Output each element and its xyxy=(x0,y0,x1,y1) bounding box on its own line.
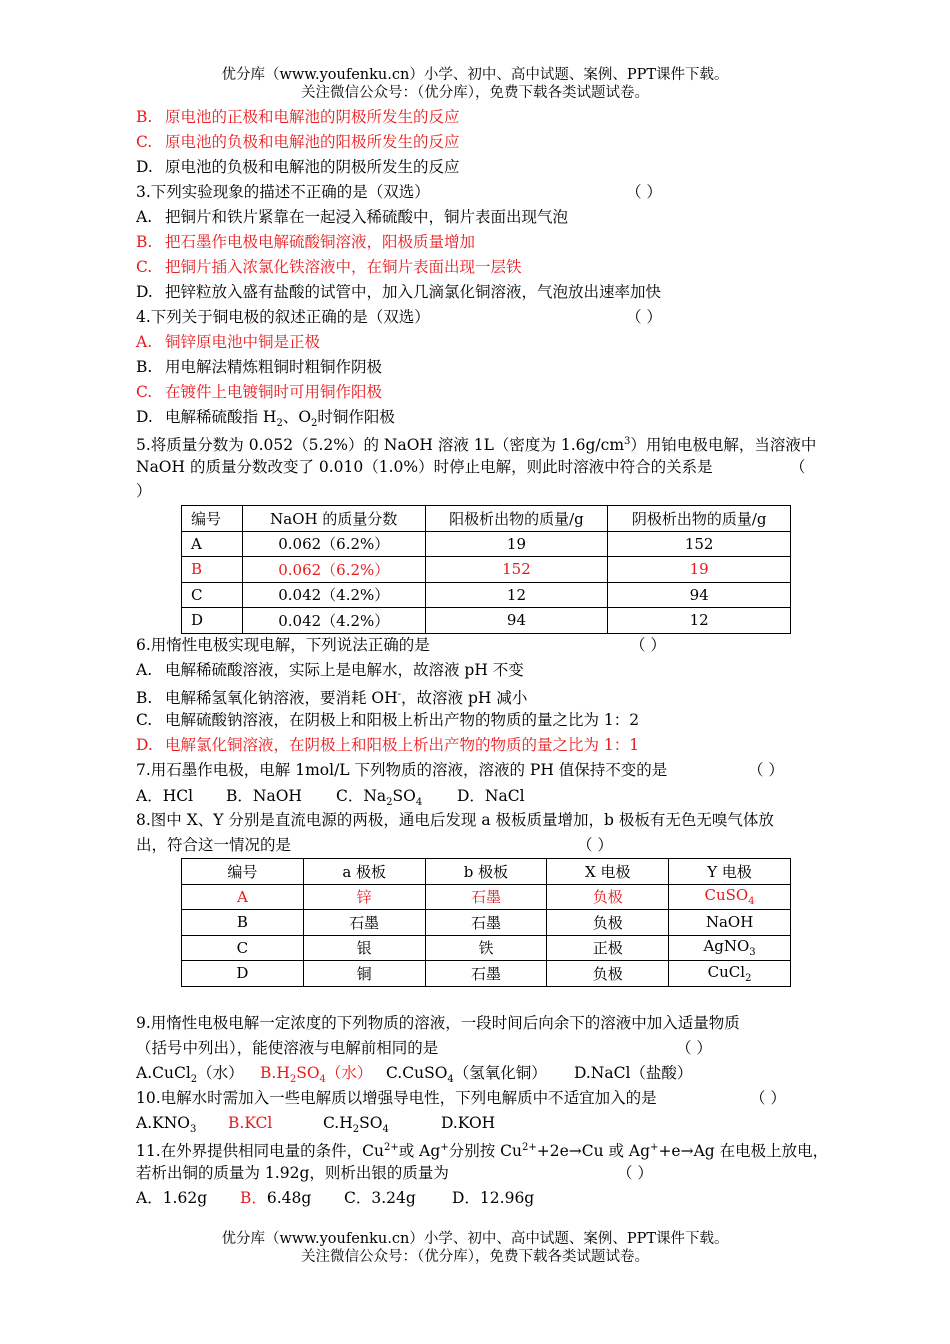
q10-option-d: D.KOH xyxy=(441,1114,496,1132)
table-row xyxy=(182,884,791,910)
q7-stem: 7.用石墨作电极，电解 1mol/L 下列物质的溶液，溶液的 PH 值保持不变的是 xyxy=(136,761,668,779)
q3-option-a: A. 把铜片和铁片紧靠在一起浸入稀硫酸中，铜片表面出现气泡 xyxy=(136,208,569,226)
q6-option-a: A. 电解稀硫酸溶液，实际上是电解水，故溶液 pH 不变 xyxy=(136,661,524,679)
footer-line-2: 关注微信公众号：（优分库），免费下载各类试题试卷。 xyxy=(301,1249,649,1265)
q8-table xyxy=(181,858,791,987)
table-cell: 0.062（6.2%） xyxy=(242,557,425,583)
table-cell: A xyxy=(182,884,304,910)
q7-option-a: A．HCl xyxy=(136,787,194,805)
table-cell: 石墨 xyxy=(425,961,547,987)
q5-table-header xyxy=(182,506,791,532)
q11-options xyxy=(136,1188,534,1208)
table-row xyxy=(182,557,791,583)
q9-option-b: $B.H_2SO_4$（水） xyxy=(260,1064,373,1086)
q10-options xyxy=(136,1113,495,1140)
table-header-cell: 编号 xyxy=(182,506,243,532)
q6-stem: 6.用惰性电极实现电解，下列说法正确的是 xyxy=(136,636,430,654)
q6-option-b: B. 电解稀氢氧化钠溶液，要消耗 OH-，故溶液 pH 减小 xyxy=(136,689,528,708)
table-row xyxy=(182,910,791,936)
q2-option-d: D. 原电池的负极和电解池的阴极所发生的反应 xyxy=(136,158,460,176)
table-cell: 负极 xyxy=(547,910,669,936)
q8-stem-line-1: 8.图中 X、Y 分别是直流电源的两极，通电后发现 a 极板质量增加，b 极板有无色无嗅气体放 xyxy=(136,811,774,829)
table-row xyxy=(182,582,791,608)
table-cell: 石墨 xyxy=(303,910,425,936)
table-cell: 锌 xyxy=(303,884,425,910)
table-row xyxy=(182,935,791,961)
q3-option-d: D. 把锌粒放入盛有盐酸的试管中，加入几滴氯化铜溶液，气泡放出速率加快 xyxy=(136,283,662,301)
q4-answer-blank: （ ） xyxy=(626,308,662,326)
table-header-cell: 编号 xyxy=(182,859,304,885)
q8-answer-blank: （ ） xyxy=(577,836,613,854)
table-cell: B xyxy=(182,557,243,583)
q4-stem: 4.下列关于铜电极的叙述正确的是（双选） xyxy=(136,308,430,326)
table-cell: AgNO$_3$ xyxy=(669,935,791,961)
table-cell: 12 xyxy=(425,582,608,608)
q10-option-c: $C.H_2SO_4$ xyxy=(323,1114,389,1136)
q10-option-a: $A.KNO_3$ xyxy=(136,1114,197,1136)
q2-option-c: C. 原电池的负极和电解池的阳极所发生的反应 xyxy=(136,133,460,151)
q4-option-c: C. 在镀件上电镀铜时可用铜作阳极 xyxy=(136,383,383,401)
table-cell: CuSO$_4$ xyxy=(669,884,791,910)
q9-stem-line-1: 9.用惰性电极电解一定浓度的下列物质的溶液，一段时间后向余下的溶液中加入适量物质 xyxy=(136,1014,740,1032)
q11-option-b: B．6.48g xyxy=(240,1189,312,1207)
q5-stem-line-2: NaOH 的质量分数改变了 0.010（1.0%）时停止电解，则此时溶液中符合的关系是 xyxy=(136,458,713,476)
table-cell: 19 xyxy=(425,531,608,557)
table-cell: 19 xyxy=(608,557,791,583)
q3-stem: 3.下列实验现象的描述不正确的是（双选） xyxy=(136,183,430,201)
table-header-cell: a 极板 xyxy=(303,859,425,885)
table-cell: 正极 xyxy=(547,935,669,961)
q6-option-d: D. 电解氯化铜溶液，在阴极上和阳极上析出产物的物质的量之比为 1：1 xyxy=(136,736,640,754)
table-cell: 152 xyxy=(608,531,791,557)
q5-paren-close: ） xyxy=(136,482,152,500)
q11-stem-line-1: 11.在外界提供相同电量的条件，$Cu^{2+}$或 Ag+分别按 $Cu^{2+}+2e\to Cu$ 或 Ag++e→Ag 在电极上放电， xyxy=(136,1142,829,1161)
table-header-cell: NaOH 的质量分数 xyxy=(242,506,425,532)
table-header-cell: X 电极 xyxy=(547,859,669,885)
q7-option-b: B．NaOH xyxy=(226,787,302,805)
table-header-cell: Y 电极 xyxy=(669,859,791,885)
table-cell: D xyxy=(182,608,243,634)
table-cell: B xyxy=(182,910,304,936)
table-cell: D xyxy=(182,961,304,987)
q10-option-b: B.KCl xyxy=(228,1114,273,1132)
q8-table-header xyxy=(182,859,791,885)
q3-answer-blank: （ ） xyxy=(626,183,662,201)
table-cell: C xyxy=(182,582,243,608)
table-cell: 0.042（4.2%） xyxy=(242,582,425,608)
q3-option-b: B. 把石墨作电极电解硫酸铜溶液，阳极质量增加 xyxy=(136,233,476,251)
q3-option-c: C. 把铜片插入浓氯化铁溶液中，在铜片表面出现一层铁 xyxy=(136,258,522,276)
q5-paren-open: （ xyxy=(790,458,806,476)
q4-option-a: A. 铜锌原电池中铜是正极 xyxy=(136,333,321,351)
q7-option-c: C．$Na_2SO_4$ xyxy=(336,787,423,809)
table-cell: 152 xyxy=(425,557,608,583)
q9-option-c: C.CuSO$_4$（氢氧化铜） xyxy=(386,1064,547,1086)
q11-stem-line-2: 若析出铜的质量为 1.92g，则析出银的质量为 xyxy=(136,1164,449,1182)
table-cell: 铜 xyxy=(303,961,425,987)
table-header-cell: 阳极析出物的质量/g xyxy=(425,506,608,532)
table-cell: 0.042（4.2%） xyxy=(242,608,425,634)
q10-stem: 10.电解水时需加入一些电解质以增强导电性，下列电解质中不适宜加入的是 xyxy=(136,1089,657,1107)
table-row xyxy=(182,961,791,987)
table-cell: 12 xyxy=(608,608,791,634)
table-header-cell: 阴极析出物的质量/g xyxy=(608,506,791,532)
q5-stem-line-1: 5.将质量分数为 0.052（5.2%）的 NaOH 溶液 1L（密度为 $1.6g/cm^3$）用铂电极电解，当溶液中 xyxy=(136,436,817,455)
q6-answer-blank: （ ） xyxy=(630,636,666,654)
table-cell: A xyxy=(182,531,243,557)
q9-stem-line-2: （括号中列出），能使溶液与电解前相同的是 xyxy=(136,1039,439,1057)
table-cell: C xyxy=(182,935,304,961)
q10-answer-blank: （ ） xyxy=(750,1089,786,1107)
table-cell: 0.062（6.2%） xyxy=(242,531,425,557)
table-cell: 石墨 xyxy=(425,910,547,936)
header-line-1: 优分库（www.youfenku.cn）小学、初中、高中试题、案例、PPT课件下载。 xyxy=(221,67,729,83)
table-cell: 负极 xyxy=(547,884,669,910)
table-row xyxy=(182,531,791,557)
table-cell: 94 xyxy=(425,608,608,634)
table-cell: 石墨 xyxy=(425,884,547,910)
q9-answer-blank: （ ） xyxy=(676,1039,712,1057)
q9-option-d: D.NaCl（盐酸） xyxy=(574,1064,693,1082)
q7-option-d: D．NaCl xyxy=(457,787,525,805)
q11-option-a: A．1.62g xyxy=(136,1189,208,1207)
table-cell: 94 xyxy=(608,582,791,608)
q11-option-d: D．12.96g xyxy=(452,1189,535,1207)
q9-option-a: A.CuCl$_2$（水） xyxy=(136,1064,244,1086)
q4-option-b: B. 用电解法精炼粗铜时粗铜作阴极 xyxy=(136,358,383,376)
table-row xyxy=(182,608,791,634)
q5-table xyxy=(181,505,791,634)
q9-options xyxy=(136,1063,692,1090)
q7-answer-blank: （ ） xyxy=(748,761,784,779)
q11-answer-blank: （ ） xyxy=(617,1164,653,1182)
footer-line-1: 优分库（www.youfenku.cn）小学、初中、高中试题、案例、PPT课件下载。 xyxy=(221,1231,729,1247)
table-header-cell: b 极板 xyxy=(425,859,547,885)
q2-option-b: B. 原电池的正极和电解池的阴极所发生的反应 xyxy=(136,108,460,126)
table-cell: 铁 xyxy=(425,935,547,961)
q11-option-c: C．3.24g xyxy=(344,1189,416,1207)
table-cell: CuCl$_2$ xyxy=(669,961,791,987)
q4-option-d: D. 电解稀硫酸指 $H_2$、$O_2$时铜作阳极 xyxy=(136,408,395,430)
q8-stem-line-2: 出，符合这一情况的是 xyxy=(136,836,292,854)
q6-option-c: C. 电解硫酸钠溶液，在阴极上和阳极上析出产物的物质的量之比为 1：2 xyxy=(136,711,640,729)
header-line-2: 关注微信公众号：（优分库），免费下载各类试题试卷。 xyxy=(301,85,649,101)
table-cell: NaOH xyxy=(669,910,791,936)
table-cell: 负极 xyxy=(547,961,669,987)
table-cell: 银 xyxy=(303,935,425,961)
